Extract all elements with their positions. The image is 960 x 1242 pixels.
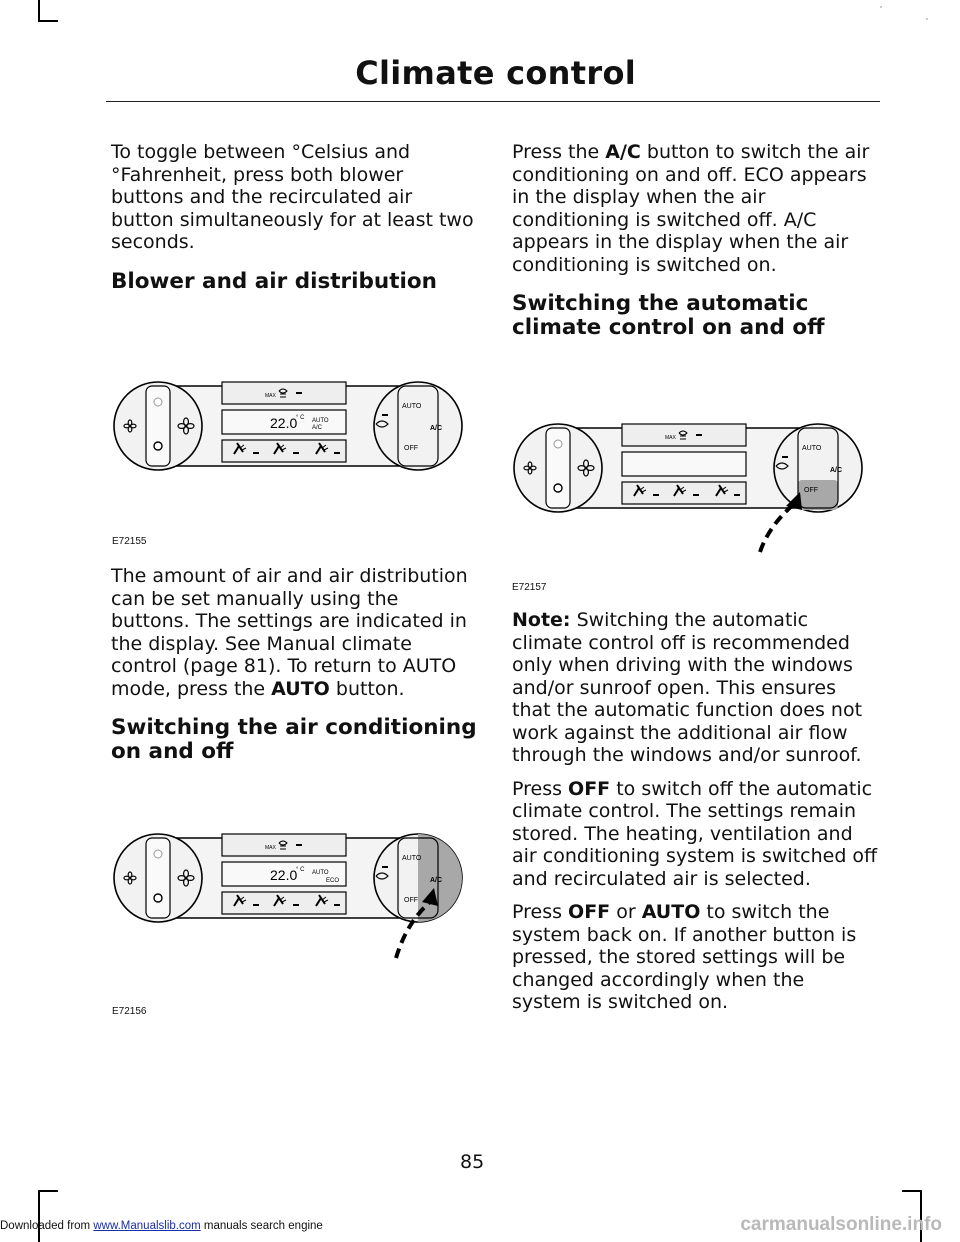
max-label: MAX: [665, 435, 676, 441]
led: [253, 452, 259, 454]
ac-label: A/C: [830, 467, 843, 474]
max-label: MAX: [265, 845, 276, 851]
figure-code: E72155: [112, 536, 147, 547]
recirc-led: [382, 414, 388, 416]
distribution-buttons: [622, 482, 746, 504]
distribution-buttons: [222, 892, 346, 914]
arrow-curve: [760, 504, 794, 552]
display-ac: A/C: [312, 425, 323, 431]
manualslib-link[interactable]: www.Manualslib.com: [93, 1220, 201, 1232]
recirc-led: [782, 456, 788, 458]
page-title: Climate control: [355, 54, 636, 92]
indicator-light: [154, 398, 162, 406]
speck: [880, 6, 882, 8]
led: [253, 904, 259, 906]
crop-mark: [38, 1190, 40, 1242]
temperature-readout: 22.0: [270, 415, 298, 431]
led: [734, 494, 740, 496]
off-label: OFF: [804, 487, 818, 494]
display: [622, 452, 746, 476]
led: [334, 904, 340, 906]
unit-label: ° C: [296, 867, 305, 873]
off-paragraph: Press OFF to switch off the automatic climate control. The settings remain stored. The heating, ventilation and air conditioning system is switched off and recirculated air is selected.: [512, 777, 878, 890]
left-column: [111, 141, 477, 308]
led: [334, 452, 340, 454]
led: [293, 452, 299, 454]
off-label: OFF: [404, 445, 418, 452]
off-label: OFF: [404, 897, 418, 904]
recirc-led: [382, 866, 388, 868]
toggle-units-paragraph: To toggle between °Celsius and °Fahrenheit, press both blower buttons and the recirculated air button simultaneously for at least two seconds.: [111, 141, 474, 253]
auto-label: AUTO: [802, 445, 822, 452]
mode-dial: [374, 382, 462, 470]
indicator-light: [154, 850, 162, 858]
panel-figure-e72155: [112, 378, 466, 474]
right-column-lower: [512, 609, 878, 1025]
figure-code: E72157: [512, 582, 547, 593]
display-eco: ECO: [326, 878, 340, 884]
crop-mark: [38, 1190, 58, 1192]
ac-label: A/C: [430, 425, 443, 432]
title-rule: [106, 101, 880, 102]
air-distribution-paragraph: The amount of air and air distribution can be set manually using the buttons. The settings are indicated in the display. See Manual climate control (page 81). To return to AUTO mode, press the AUTO button.: [111, 565, 468, 700]
max-label: MAX: [265, 393, 276, 399]
blower-heading: Blower and air distribution: [111, 268, 437, 294]
ac-heading: Switching the air conditioning on and off: [111, 715, 477, 764]
defrost-led: [296, 392, 302, 394]
unit-label: ° C: [296, 415, 305, 421]
page-number: 85: [460, 1151, 485, 1173]
auto-label: AUTO: [402, 403, 422, 410]
watermark: carmanualsonline.info: [740, 1214, 942, 1235]
on-paragraph: Press OFF or AUTO to switch the system back on. If another button is pressed, the stored settings will be changed accordingly when the system is switched on.: [512, 901, 857, 1013]
left-column-lower: [111, 565, 477, 778]
auto-label: AUTO: [402, 855, 422, 862]
led: [693, 494, 699, 496]
crop-mark: [38, 0, 40, 22]
indicator-light: [154, 894, 162, 902]
off-highlight: [798, 480, 838, 510]
footer-download-note: Downloaded from www.Manualslib.com manuals search engine: [0, 1220, 323, 1232]
indicator-light: [554, 484, 562, 492]
display-auto: AUTO: [312, 418, 329, 424]
led: [293, 904, 299, 906]
temperature-readout: 22.0: [270, 867, 298, 883]
display-auto: AUTO: [312, 870, 329, 876]
right-column: [512, 141, 878, 354]
led: [653, 494, 659, 496]
figure-code: E72156: [112, 1006, 147, 1017]
crop-mark: [902, 1190, 922, 1192]
crop-mark: [38, 20, 58, 22]
indicator-light: [154, 442, 162, 450]
ac-paragraph: Press the A/C button to switch the air conditioning on and off. ECO appears in the display when the air conditioning is switched off. A/C appears in the display when the air conditioning is switched on.: [512, 141, 870, 276]
defrost-led: [296, 844, 302, 846]
auto-climate-heading: Switching the automatic climate control on and off: [512, 291, 825, 340]
indicator-light: [554, 440, 562, 448]
speck: [926, 18, 928, 20]
ac-label: A/C: [430, 877, 443, 884]
panel-figure-e72156: [112, 830, 466, 960]
distribution-buttons: [222, 440, 346, 462]
defrost-led: [696, 434, 702, 436]
panel-figure-e72157: [512, 420, 866, 556]
note-paragraph: Note: Switching the automatic climate control off is recommended only when driving with the windows and/or sunroof open. This ensures that the automatic function does not work against the additional air flow through the windows and/or sunroof.: [512, 609, 863, 766]
